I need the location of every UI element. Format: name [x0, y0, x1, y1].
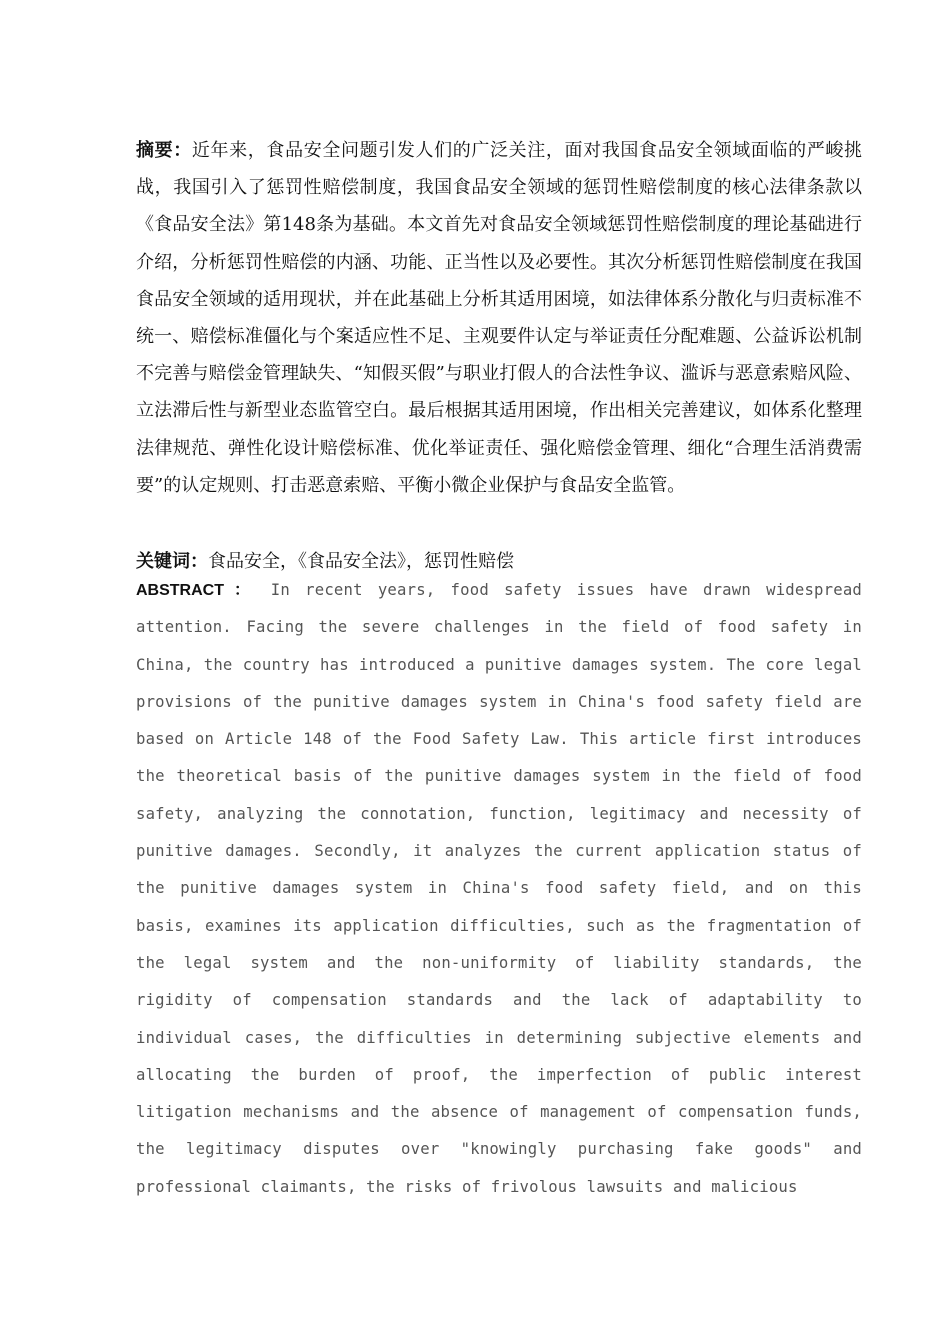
chinese-abstract-text: 近年来，食品安全问题引发人们的广泛关注，面对我国食品安全领域面临的严峻挑战，我国引入了惩罚性赔偿制度，我国食品安全领域的惩罚性赔偿制度的核心法律条款以《食品安全法》第148条为基础。本文首先对食品安全领域惩罚性赔偿制度的理论基础进行介绍，分析惩罚性赔偿的内涵、功能、正当性以及必要性。其次分析惩罚性赔偿制度在我国食品安全领域的适用现状，并在此基础上分析其适用困境，如法律体系分散化与归责标准不统一、赔偿标准僵化与个案适应性不足、主观要件认定与举证责任分配难题、公益诉讼机制不完善与赔偿金管理缺失、“知假买假”与职业打假人的合法性争议、滥诉与恶意索赔风险、立法滞后性与新型业态监管空白。最后根据其适用困境，作出相关完善建议，如体系化整理法律规范、弹性化设计赔偿标准、优化举证责任、强化赔偿金管理、细化“合理生活消费需要”的认定规则、打击恶意索赔、平衡小微企业保护与食品安全监管。 [136, 140, 863, 496]
chinese-abstract-label: 摘要： [136, 140, 192, 161]
chinese-abstract [136, 132, 862, 504]
chinese-keywords-label: 关键词： [136, 551, 208, 572]
chinese-keywords-text: 食品安全，《食品安全法》，惩罚性赔偿 [208, 551, 514, 572]
english-abstract-text: In recent years, food safety issues have drawn widespread attention. Facing the severe challenges in the field of food safety in China, the country has introduced a punitive damages system. The core legal provisions of the punitive damages system in China's food safety field are based on Article 148 of the Food Safety Law. This article first introduces the theoretical basis of the punitive damages system in the field of food safety, analyzing the connotation, function, legitimacy and necessity of punitive damages. Secondly, it analyzes the current application status of the punitive damages system in China's food safety field, and on this basis, examines its application difficulties, such as the fragmentation of the legal system and the non-uniformity of liability standards, the rigidity of compensation standards and the lack of adaptability to individual cases, the difficulties in determining subjective elements and allocating the burden of proof, the imperfection of public interest litigation mechanisms and the absence of management of compensation funds, the legitimacy disputes over "knowingly purchasing fake goods" and professional claimants, the risks of frivolous lawsuits and malicious [136, 581, 862, 1196]
english-abstract-label: ABSTRACT ： [136, 582, 256, 599]
english-abstract [136, 572, 862, 1206]
